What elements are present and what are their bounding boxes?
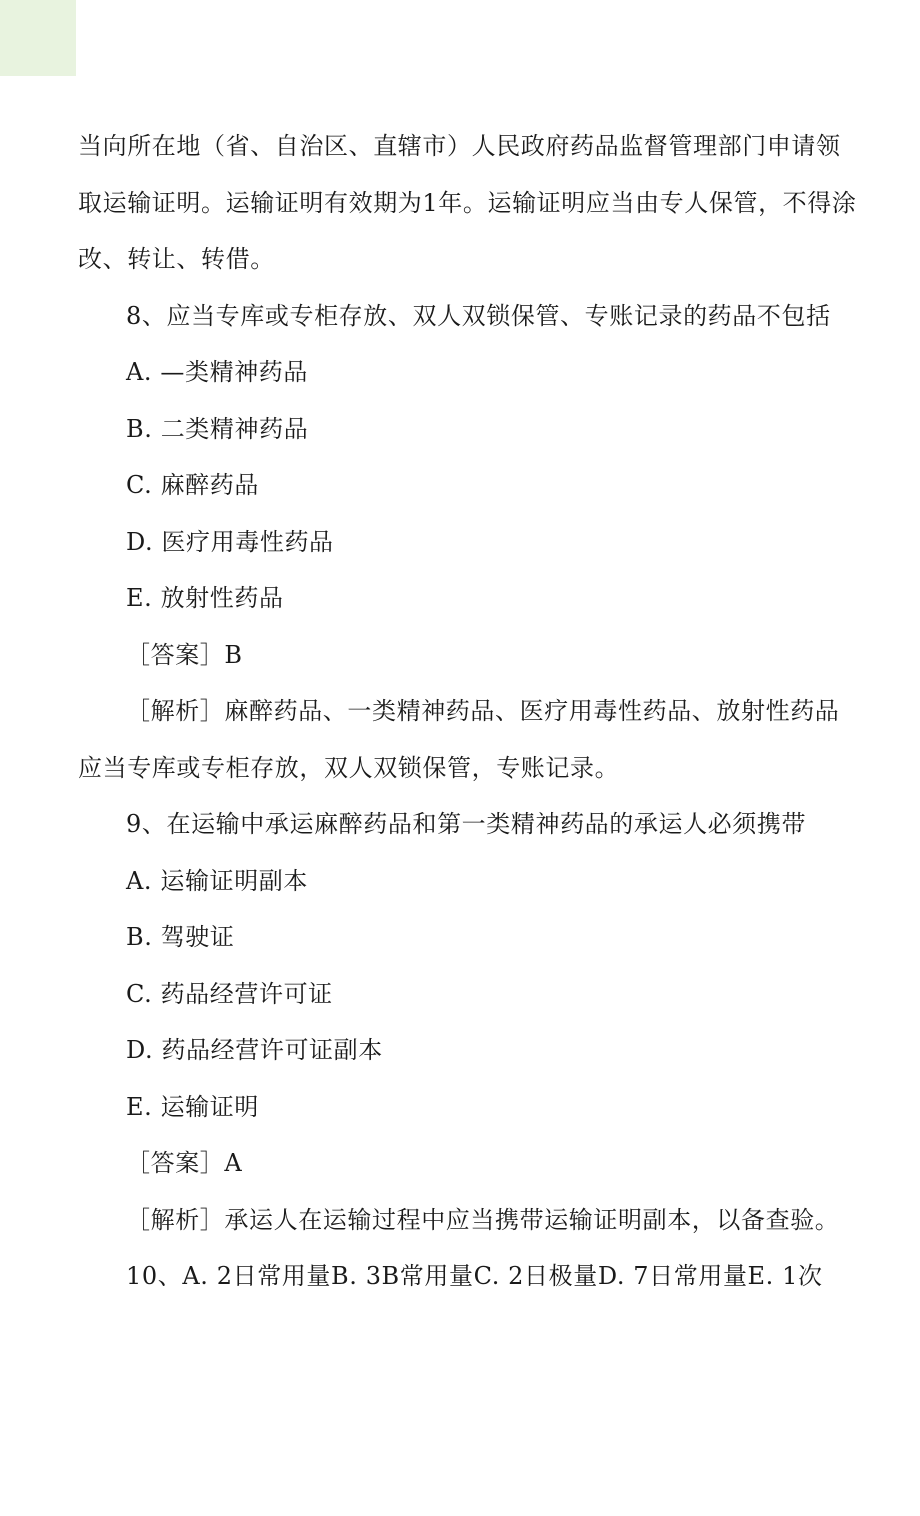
q9-option-e: E. 运输证明 (126, 1092, 259, 1121)
q8-answer: ［答案］B (126, 640, 243, 669)
q8-option-c: C. 麻醉药品 (126, 471, 259, 499)
q9-answer: ［答案］A (126, 1149, 243, 1177)
q8-analysis-line-1: ［解析］麻醉药品、一类精神药品、医疗用毒性药品、放射性药品 (126, 697, 840, 725)
q8-analysis-line-2: 应当专库或专柜存放，双人双锁保管，专账记录。 (78, 753, 620, 782)
corner-tab (0, 0, 76, 76)
question-8: 8、应当专库或专柜存放、双人双锁保管、专账记录的药品不包括 (126, 301, 831, 330)
q9-option-d: D. 药品经营许可证副本 (126, 1036, 383, 1064)
intro-line-2: 取运输证明。运输证明有效期为1年。运输证明应当由专人保管，不得涂 (78, 188, 857, 217)
q9-option-c: C. 药品经营许可证 (126, 979, 333, 1008)
q9-option-b: B. 驾驶证 (126, 923, 235, 951)
q8-option-b: B. 二类精神药品 (126, 414, 309, 443)
question-9: 9、在运输中承运麻醉药品和第一类精神药品的承运人必须携带 (126, 810, 807, 838)
q9-option-a: A. 运输证明副本 (126, 866, 308, 895)
intro-line-1: 当向所在地（省、自治区、直辖市）人民政府药品监督管理部门申请领 (78, 132, 841, 160)
intro-line-3: 改、转让、转借。 (78, 245, 275, 273)
document-body (78, 118, 858, 1305)
q9-analysis-line-1: ［解析］承运人在运输过程中应当携带运输证明副本，以备查验。 (126, 1205, 840, 1234)
q8-option-e: E. 放射性药品 (126, 584, 284, 612)
q8-option-d: D. 医疗用毒性药品 (126, 527, 334, 556)
q8-option-a: A. —类精神药品 (126, 358, 308, 386)
question-10: 10、A. 2日常用量B. 3B常用量C. 2日极量D. 7日常用量E. 1次 (126, 1262, 823, 1290)
